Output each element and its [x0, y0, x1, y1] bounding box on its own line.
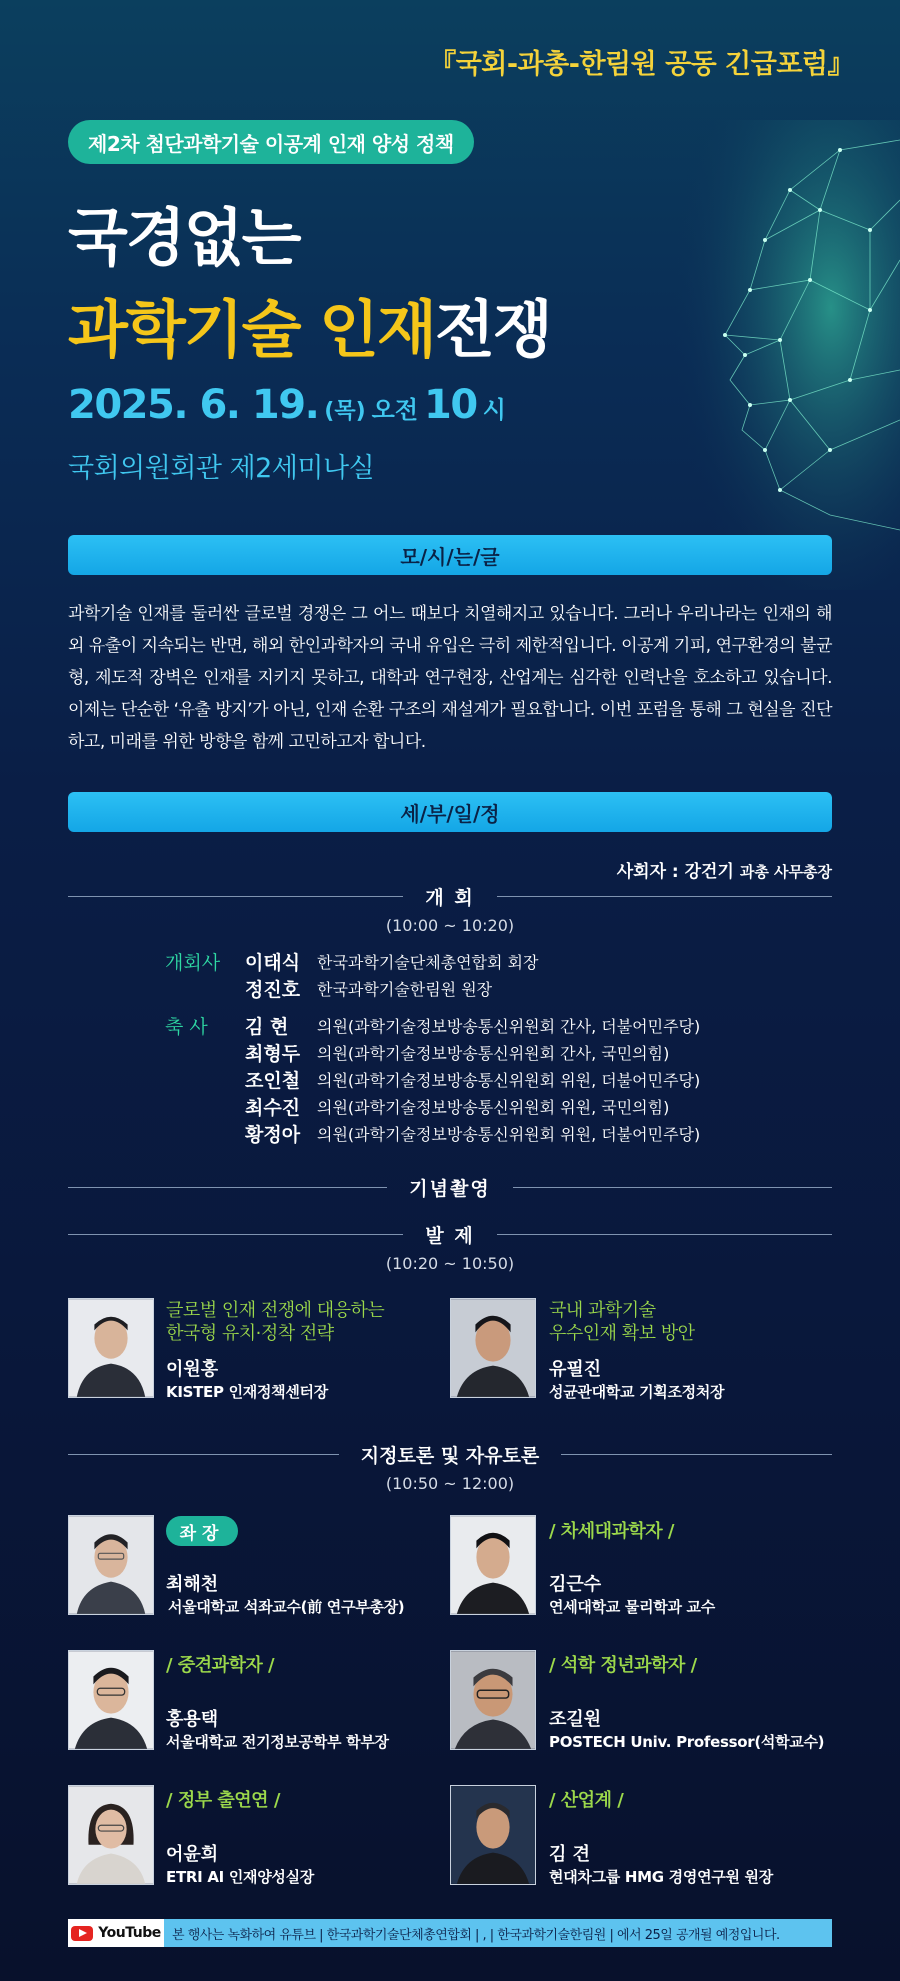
event-venue: 국회의원회관 제2세미나실	[68, 453, 375, 484]
subtitle-pill: 제2차 첨단과학기술 이공계 인재 양성 정책	[68, 120, 474, 164]
main-title-line2	[68, 280, 551, 369]
date-value: 2025. 6. 19.	[68, 382, 319, 428]
opening-row: 조인철 의원(과학기술정보방송통신위원회 위원, 더불어민주당)	[245, 1070, 701, 1092]
panelist-photo	[450, 1515, 536, 1615]
date-day: (목)	[324, 399, 366, 424]
speaker-name: 이원홍	[166, 1359, 219, 1380]
opening-row: 정진호 한국과학기술한림원 원장	[245, 979, 493, 1001]
panelist-category: / 중견과학자 /	[166, 1655, 275, 1676]
panelist-category: / 석학 정년과학자 /	[549, 1655, 697, 1676]
chair-badge: 좌장	[166, 1516, 238, 1546]
footer-notice	[68, 1919, 832, 1947]
speaker-name: 유필진	[549, 1359, 602, 1380]
panelist-affiliation: 연세대학교 물리학과 교수	[549, 1598, 715, 1616]
panelist-affiliation: POSTECH Univ. Professor(석학교수)	[549, 1733, 825, 1751]
panelist-affiliation: 서울대학교 전기정보공학부 학부장	[166, 1733, 389, 1751]
photo-session-label: 기념촬영	[409, 1178, 491, 1200]
panelist-affiliation: 서울대학교 석좌교수(前 연구부총장)	[168, 1598, 405, 1616]
polygon-head-illustration	[670, 120, 900, 590]
panelist-photo	[450, 1650, 536, 1750]
presentation-divider	[68, 1221, 832, 1248]
panelist-affiliation: ETRI AI 인재양성실장	[166, 1868, 314, 1886]
panelist-affiliation: 현대차그룹 HMG 경영연구원 원장	[549, 1868, 773, 1886]
panelist-name: 어윤희	[166, 1844, 219, 1865]
discussion-divider	[68, 1441, 832, 1468]
opening-rows	[165, 948, 700, 1147]
panelist-photo	[68, 1515, 154, 1615]
panelist-category: / 차세대과학자 /	[549, 1521, 675, 1542]
youtube-wordmark: YouTube	[98, 1925, 161, 1941]
opening-row: 최형두 의원(과학기술정보방송통신위원회 간사, 국민의힘)	[245, 1043, 670, 1065]
main-title-rest: 전쟁	[434, 293, 551, 366]
host-name: 사회자 : 강건기	[616, 862, 734, 882]
panelist-category: / 정부 출연연 /	[166, 1790, 280, 1811]
opening-row: 개회사 이태식 한국과학기술단체총연합회 회장	[165, 952, 539, 974]
event-date	[68, 382, 506, 428]
panelist-category: / 산업계 /	[549, 1790, 624, 1811]
panelist-name: 최해천	[166, 1574, 219, 1595]
panelist-name: 홍용택	[166, 1709, 219, 1730]
opening-label: 개 회	[425, 887, 475, 909]
forum-title: 『국회-과총-한림원 공동 긴급포럼』	[429, 49, 854, 80]
opening-divider	[68, 883, 832, 910]
schedule-heading: 세/부/일/정	[68, 792, 832, 832]
panelist-photo	[450, 1785, 536, 1885]
youtube-play-icon	[71, 1926, 93, 1941]
panelist-photo	[68, 1785, 154, 1885]
footer-text: 본 행사는 녹화하여 유튜브 | 한국과학기술단체총연합회 | , | 한국과학기술한림원 | 에서 25일 공개될 예정입니다.	[164, 1919, 832, 1947]
main-title-line1: 국경없는	[68, 201, 300, 274]
opening-row: 축 사 김 현 의원(과학기술정보방송통신위원회 간사, 더불어민주당)	[165, 1016, 701, 1038]
invitation-heading: 모/시/는/글	[68, 535, 832, 575]
speaker-photo	[450, 1298, 536, 1398]
opening-time: (10:00 ~ 10:20)	[385, 916, 515, 935]
speaker-photo	[68, 1298, 154, 1398]
panelist-photo	[68, 1650, 154, 1750]
speaker-affiliation: 성균관대학교 기획조정처장	[549, 1383, 725, 1401]
date-ampm: 오전	[371, 396, 419, 424]
date-hour: 10	[424, 382, 477, 428]
presentation-time: (10:20 ~ 10:50)	[385, 1254, 515, 1273]
photo-session-divider	[68, 1174, 832, 1201]
panelist-name: 김 견	[549, 1844, 591, 1865]
host-info	[617, 857, 832, 882]
invitation-body: 과학기술 인재를 둘러싼 글로벌 경쟁은 그 어느 때보다 치열해지고 있습니다. 그러나 우리나라는 인재의 해외 유출이 지속되는 반면, 해외 한인과학자의 국내 유입은 극히 제한적입니다. 이공계 기피, 연구환경의 불균형, 제도적 장벽은 인재를 지키지 못하고, 대학과 연구현장, 산업계는 심각한 인력난을 호소하고 있습니다. 이제는 단순한 ‘유출 방지’가 아닌, 인재 순환 구조의 재설계가 필요합니다. 이번 포럼을 통해 그 현실을 진단하고, 미래를 위한 방향을 함께 고민하고자 합니다.	[68, 604, 832, 752]
discussion-label: 지정토론 및 자유토론	[360, 1445, 540, 1467]
speaker-affiliation: KISTEP 인재정책센터장	[166, 1383, 328, 1401]
presentation-label: 발 제	[425, 1225, 475, 1247]
date-hour-unit: 시	[482, 396, 506, 424]
opening-row: 황정아 의원(과학기술정보방송통신위원회 위원, 더불어민주당)	[245, 1124, 701, 1146]
presentation-topic: 글로벌 인재 전쟁에 대응하는 한국형 유치·정착 전략	[166, 1300, 385, 1344]
main-title-highlight: 과학기술 인재	[68, 293, 435, 366]
host-title: 과총 사무총장	[739, 863, 832, 881]
discussion-time: (10:50 ~ 12:00)	[385, 1474, 515, 1493]
youtube-logo	[68, 1919, 164, 1947]
panelist-name: 김근수	[549, 1574, 602, 1595]
opening-row: 최수진 의원(과학기술정보방송통신위원회 위원, 국민의힘)	[245, 1097, 670, 1119]
presentation-topic: 국내 과학기술 우수인재 확보 방안	[549, 1300, 695, 1344]
panelist-name: 조길원	[549, 1709, 602, 1730]
